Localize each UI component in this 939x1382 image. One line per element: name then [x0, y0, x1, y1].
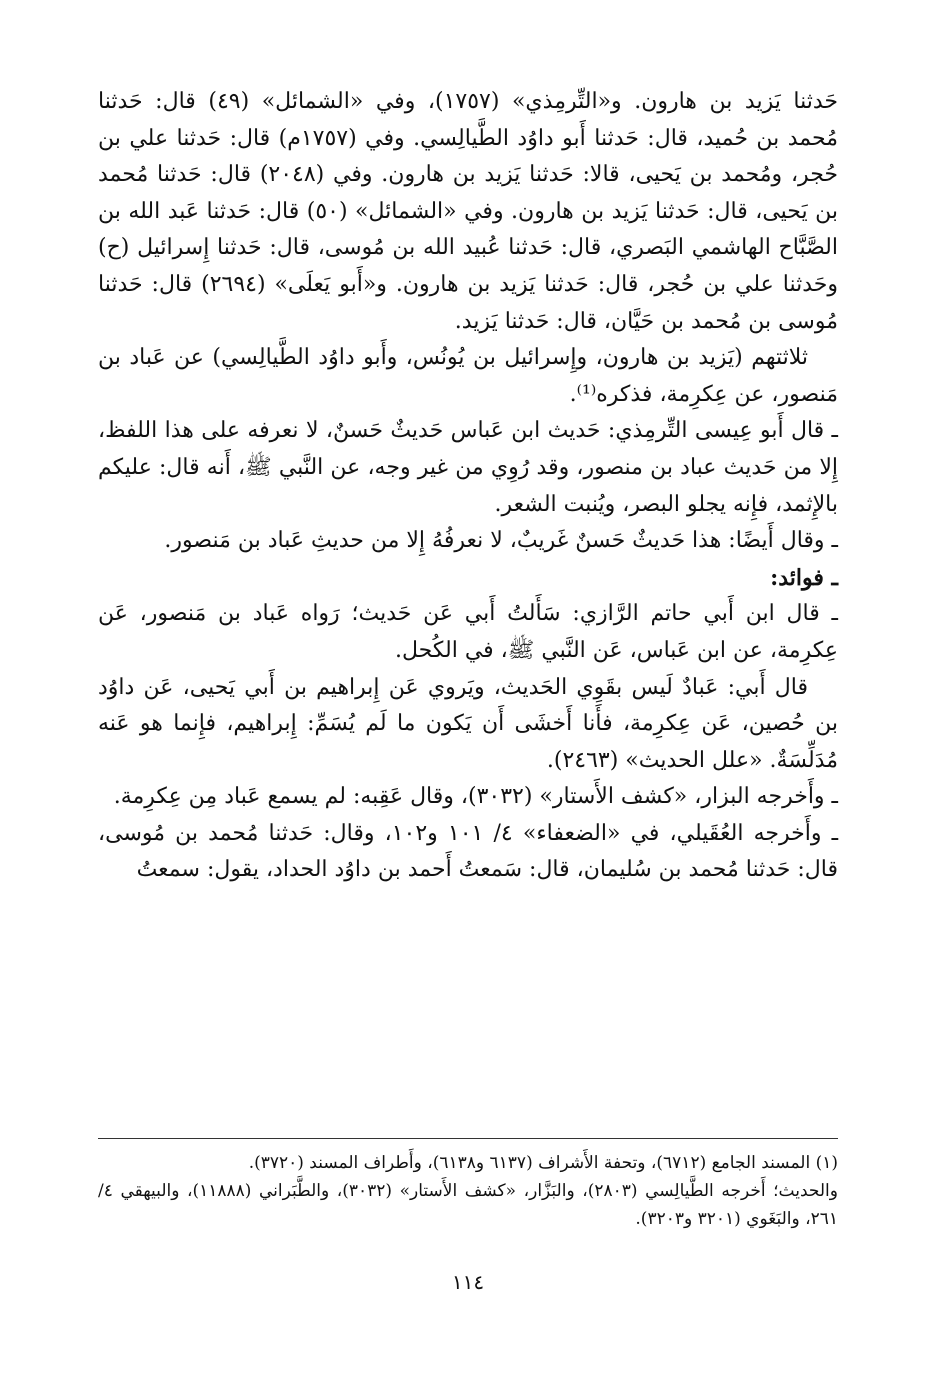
paragraph-tirmidhi-comment: ـ قال أَبو عِيسى التِّرمِذي: حَديث ابن عَباس حَديثٌ حَسنٌ، لا نعرفه على هذا اللفظ، إِلا من حَديث عباد بن منصور، وقد رُوِي من غير وجه، عن النَّبي ﷺ، أَنه قال: عليكم بالإِثمد، فإِنه يجلو البصر، ويُنبت الشعر. [98, 418, 838, 517]
paragraph-bazzar: ـ وأَخرجه البزار، «كشف الأَستار» (٣٠٣٢)، وقال عَقِبه: لم يسمع عَباد مِن عِكرِمة. [113, 784, 838, 810]
footnotes [98, 1138, 838, 1233]
paragraph-tirmidhi-grading: ـ وقال أَيضًا: هذا حَديثٌ حَسنٌ غَريبٌ، لا نعرفُهُ إِلا من حديثِ عَباد بن مَنصور. [164, 528, 838, 554]
footnote-1-continued: والحديث؛ أَخرجه الطَّيالِسي (٢٨٠٣)، والبَزَّار، «كشف الأَستار» (٣٠٣٢)، والطَّبَراني (١١٨٨٨)، والبيهقي ٤/ ٢٦١، والبَغَوي (٣٢٠١ و٣٢٠٣). [98, 1181, 838, 1229]
paragraph-uqayli: ـ وأَخرجه العُقَيلي، في «الضعفاء» ٤/ ١٠١ و١٠٢، وقال: حَدثنا مُحمد بن مُوسى، قال: حَدثنا مُحمد بن سُليمان، قال: سَمعتُ أَحمد بن داوُد الحداد، يقول: سمعتُ [98, 820, 839, 883]
paragraph-isnad: حَدثنا يَزيد بن هارون. و«التِّرمِذي» (١٧٥٧)، وفي «الشمائل» (٤٩) قال: حَدثنا مُحمد بن حُميد، قال: حَدثنا أَبو داوُد الطَّيالِسي. وفي (١٧٥٧م) قال: حَدثنا علي بن حُجر، ومُحمد بن يَحيى، قالا: حَدثنا يَزيد بن هارون. وفي (٢٠٤٨) قال: حَدثنا مُحمد بن يَحيى، قال: حَدثنا يَزيد بن هارون. وفي «الشمائل» (٥٠) قال: حَدثنا عَبد الله بن الصَّبَّاح الهاشمي البَصري، قال: حَدثنا عُبيد الله بن مُوسى، قال: حَدثنا إِسرائيل (ح) وحَدثنا علي بن حُجر، قال: حَدثنا يَزيد بن هارون. و«أَبو يَعلَى» (٢٦٩٤) قال: حَدثنا مُوسى بن مُحمد بن حَيَّان، قال: حَدثنا يَزيد. [98, 89, 838, 334]
paragraph-abi-said: قال أَبي: عَبادٌ لَيس بقَوِي الحَديث، ويَروي عَن إِبراهيم بن أَبي يَحيى، عَن داوُد بن حُصين، عَن عِكرِمة، فأَنا أَخشَى أَن يَكون ما لَم يُسَمِّ: إِبراهيم، فإِنما هو عَنه مُدَلِّسَةٌ. «علل الحديث» (٢٤٦٣). [98, 674, 838, 773]
page-number: ١١٤ [451, 1270, 485, 1294]
paragraph-three-narrators: ثلاثتهم (يَزيد بن هارون، وإِسرائيل بن يُونُس، وأَبو داوُد الطَّيالِسي) عن عَباد بن مَنصور، عن عِكرِمة، فذكره⁽¹⁾. [98, 345, 838, 407]
main-text [98, 84, 838, 889]
paragraph-ibn-abi-hatim: ـ قال ابن أَبي حاتم الرَّازي: سَأَلتُ أَبي عَن حَديث؛ رَواه عَباد بن مَنصور، عَن عِكرِمة، عن ابن عَباس، عَن النَّبي ﷺ، في الكُحل. [98, 601, 838, 663]
section-heading-fawaid: ـ فوائد: [770, 564, 838, 591]
document-page [98, 84, 838, 1344]
footnote-1: (١) المسند الجامع (٦٧١٢)، وتحفة الأَشراف (٦١٣٧ و٦١٣٨)، وأَطراف المسند (٣٧٢٠). [248, 1153, 838, 1173]
